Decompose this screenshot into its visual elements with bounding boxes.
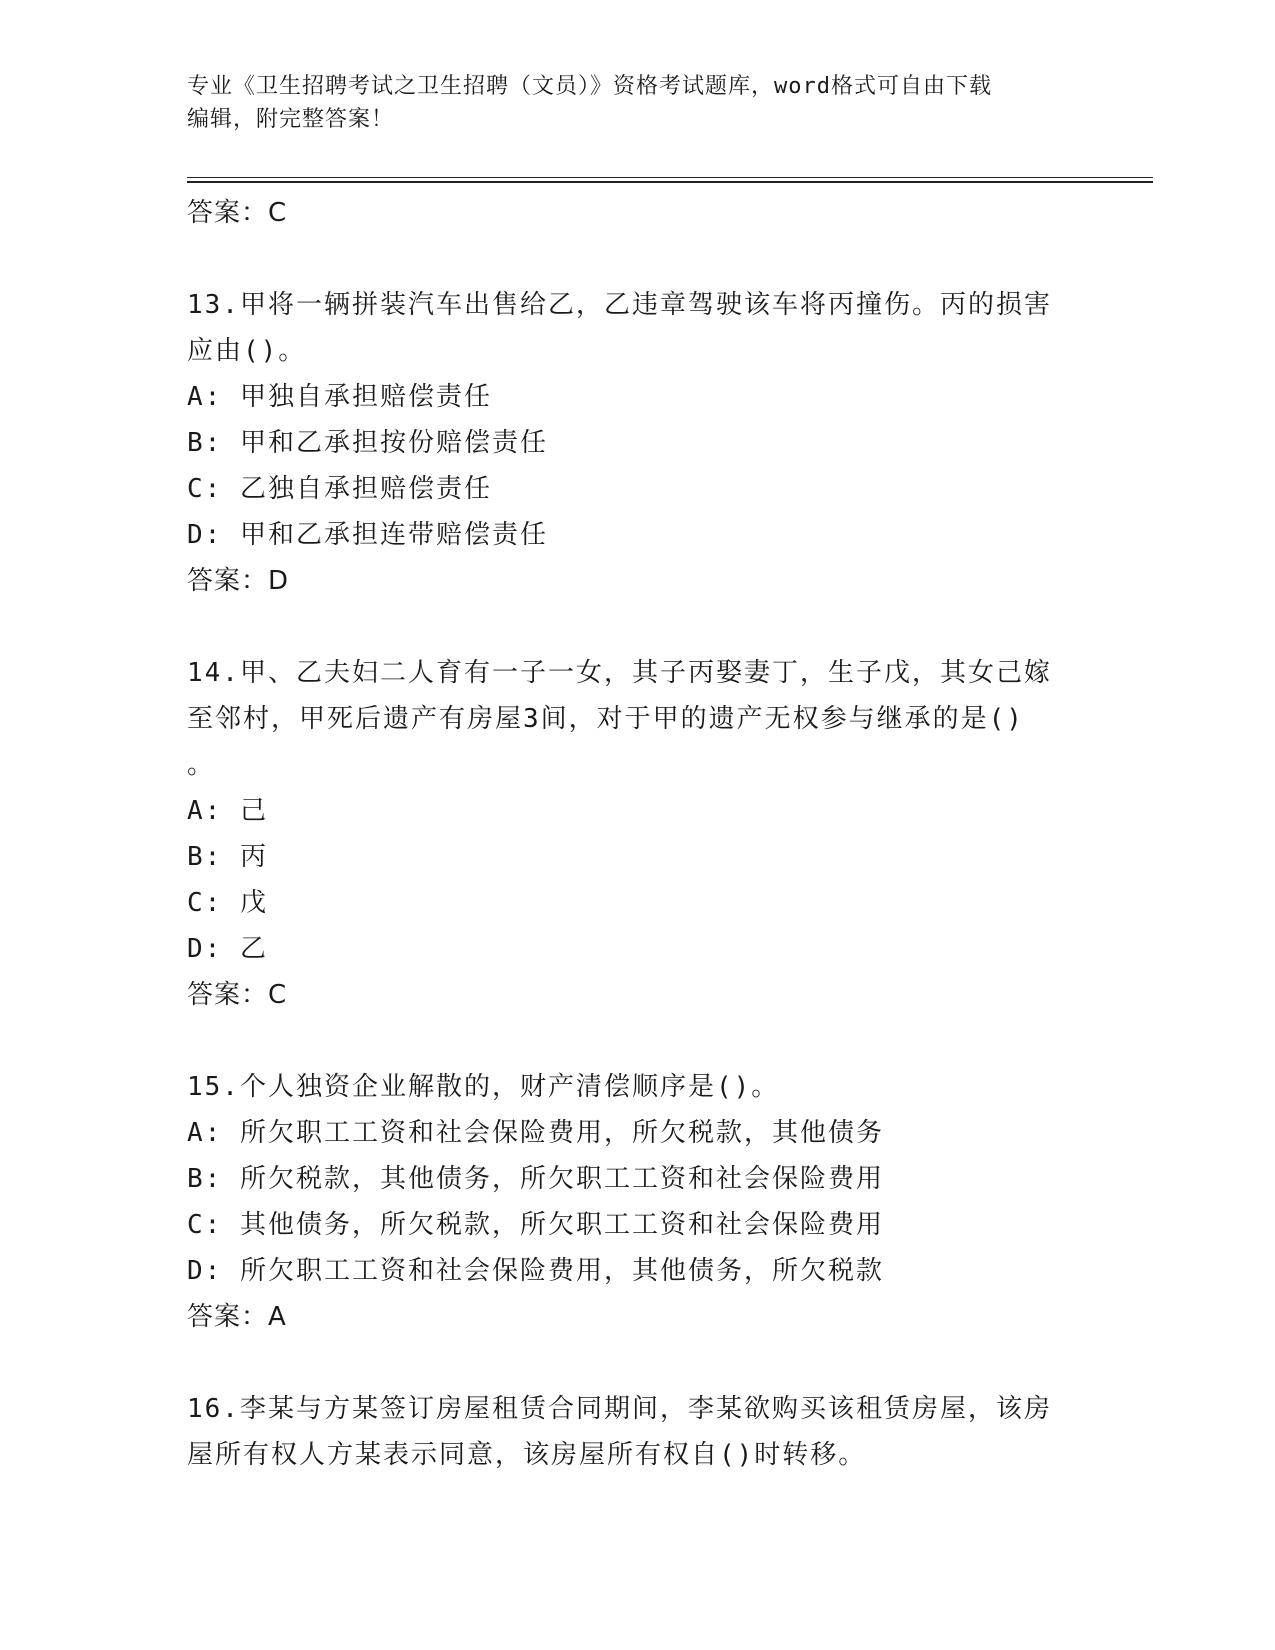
header-divider-thin bbox=[187, 177, 1153, 178]
spacer bbox=[187, 1018, 1087, 1064]
header-line-2: 编辑，附完整答案！ bbox=[187, 107, 395, 132]
option-a: A: 所欠职工工资和社会保险费用，所欠税款，其他债务 bbox=[187, 1118, 884, 1148]
question-13 bbox=[187, 282, 1087, 604]
question-content bbox=[187, 190, 1087, 1478]
option-b: B: 甲和乙承担按份赔偿责任 bbox=[187, 428, 548, 458]
question-14 bbox=[187, 650, 1087, 1018]
answer-line: 答案：D bbox=[187, 566, 290, 596]
option-c: C: 其他债务，所欠税款，所欠职工工资和社会保险费用 bbox=[187, 1210, 884, 1240]
option-c: C: 乙独自承担赔偿责任 bbox=[187, 474, 492, 504]
option-d: D: 所欠职工工资和社会保险费用，其他债务，所欠税款 bbox=[187, 1256, 884, 1286]
question-text: 13.甲将一辆拼装汽车出售给乙，乙违章驾驶该车将丙撞伤。丙的损害 bbox=[187, 290, 1052, 320]
option-a: A: 己 bbox=[187, 796, 268, 826]
question-15 bbox=[187, 1064, 1087, 1340]
question-text: 15.个人独资企业解散的，财产清偿顺序是()。 bbox=[187, 1072, 780, 1102]
question-text: 。 bbox=[187, 750, 216, 780]
option-c: C: 戊 bbox=[187, 888, 268, 918]
spacer bbox=[187, 236, 1087, 282]
option-b: B: 丙 bbox=[187, 842, 268, 872]
answer-line: 答案：C bbox=[187, 980, 288, 1010]
question-text: 屋所有权人方某表示同意，该房屋所有权自()时转移。 bbox=[187, 1440, 867, 1470]
option-d: D: 甲和乙承担连带赔偿责任 bbox=[187, 520, 548, 550]
header-line-1: 专业《卫生招聘考试之卫生招聘（文员）》资格考试题库，word格式可自由下载 bbox=[187, 74, 992, 99]
question-text: 14.甲、乙夫妇二人育有一子一女，其子丙娶妻丁，生子戊，其女己嫁 bbox=[187, 658, 1052, 688]
option-a: A: 甲独自承担赔偿责任 bbox=[187, 382, 492, 412]
header-divider-thick bbox=[187, 181, 1153, 183]
question-16 bbox=[187, 1386, 1087, 1478]
option-b: B: 所欠税款，其他债务，所欠职工工资和社会保险费用 bbox=[187, 1164, 884, 1194]
option-d: D: 乙 bbox=[187, 934, 268, 964]
question-text: 至邻村，甲死后遗产有房屋3间，对于甲的遗产无权参与继承的是() bbox=[187, 704, 1024, 734]
spacer bbox=[187, 604, 1087, 650]
question-text: 应由()。 bbox=[187, 336, 307, 366]
question-text: 16.李某与方某签订房屋租赁合同期间，李某欲购买该租赁房屋，该房 bbox=[187, 1394, 1052, 1424]
page-header bbox=[187, 70, 1087, 136]
answer-line: 答案：C bbox=[187, 198, 288, 228]
answer-line: 答案：A bbox=[187, 1302, 287, 1332]
spacer bbox=[187, 1340, 1087, 1386]
